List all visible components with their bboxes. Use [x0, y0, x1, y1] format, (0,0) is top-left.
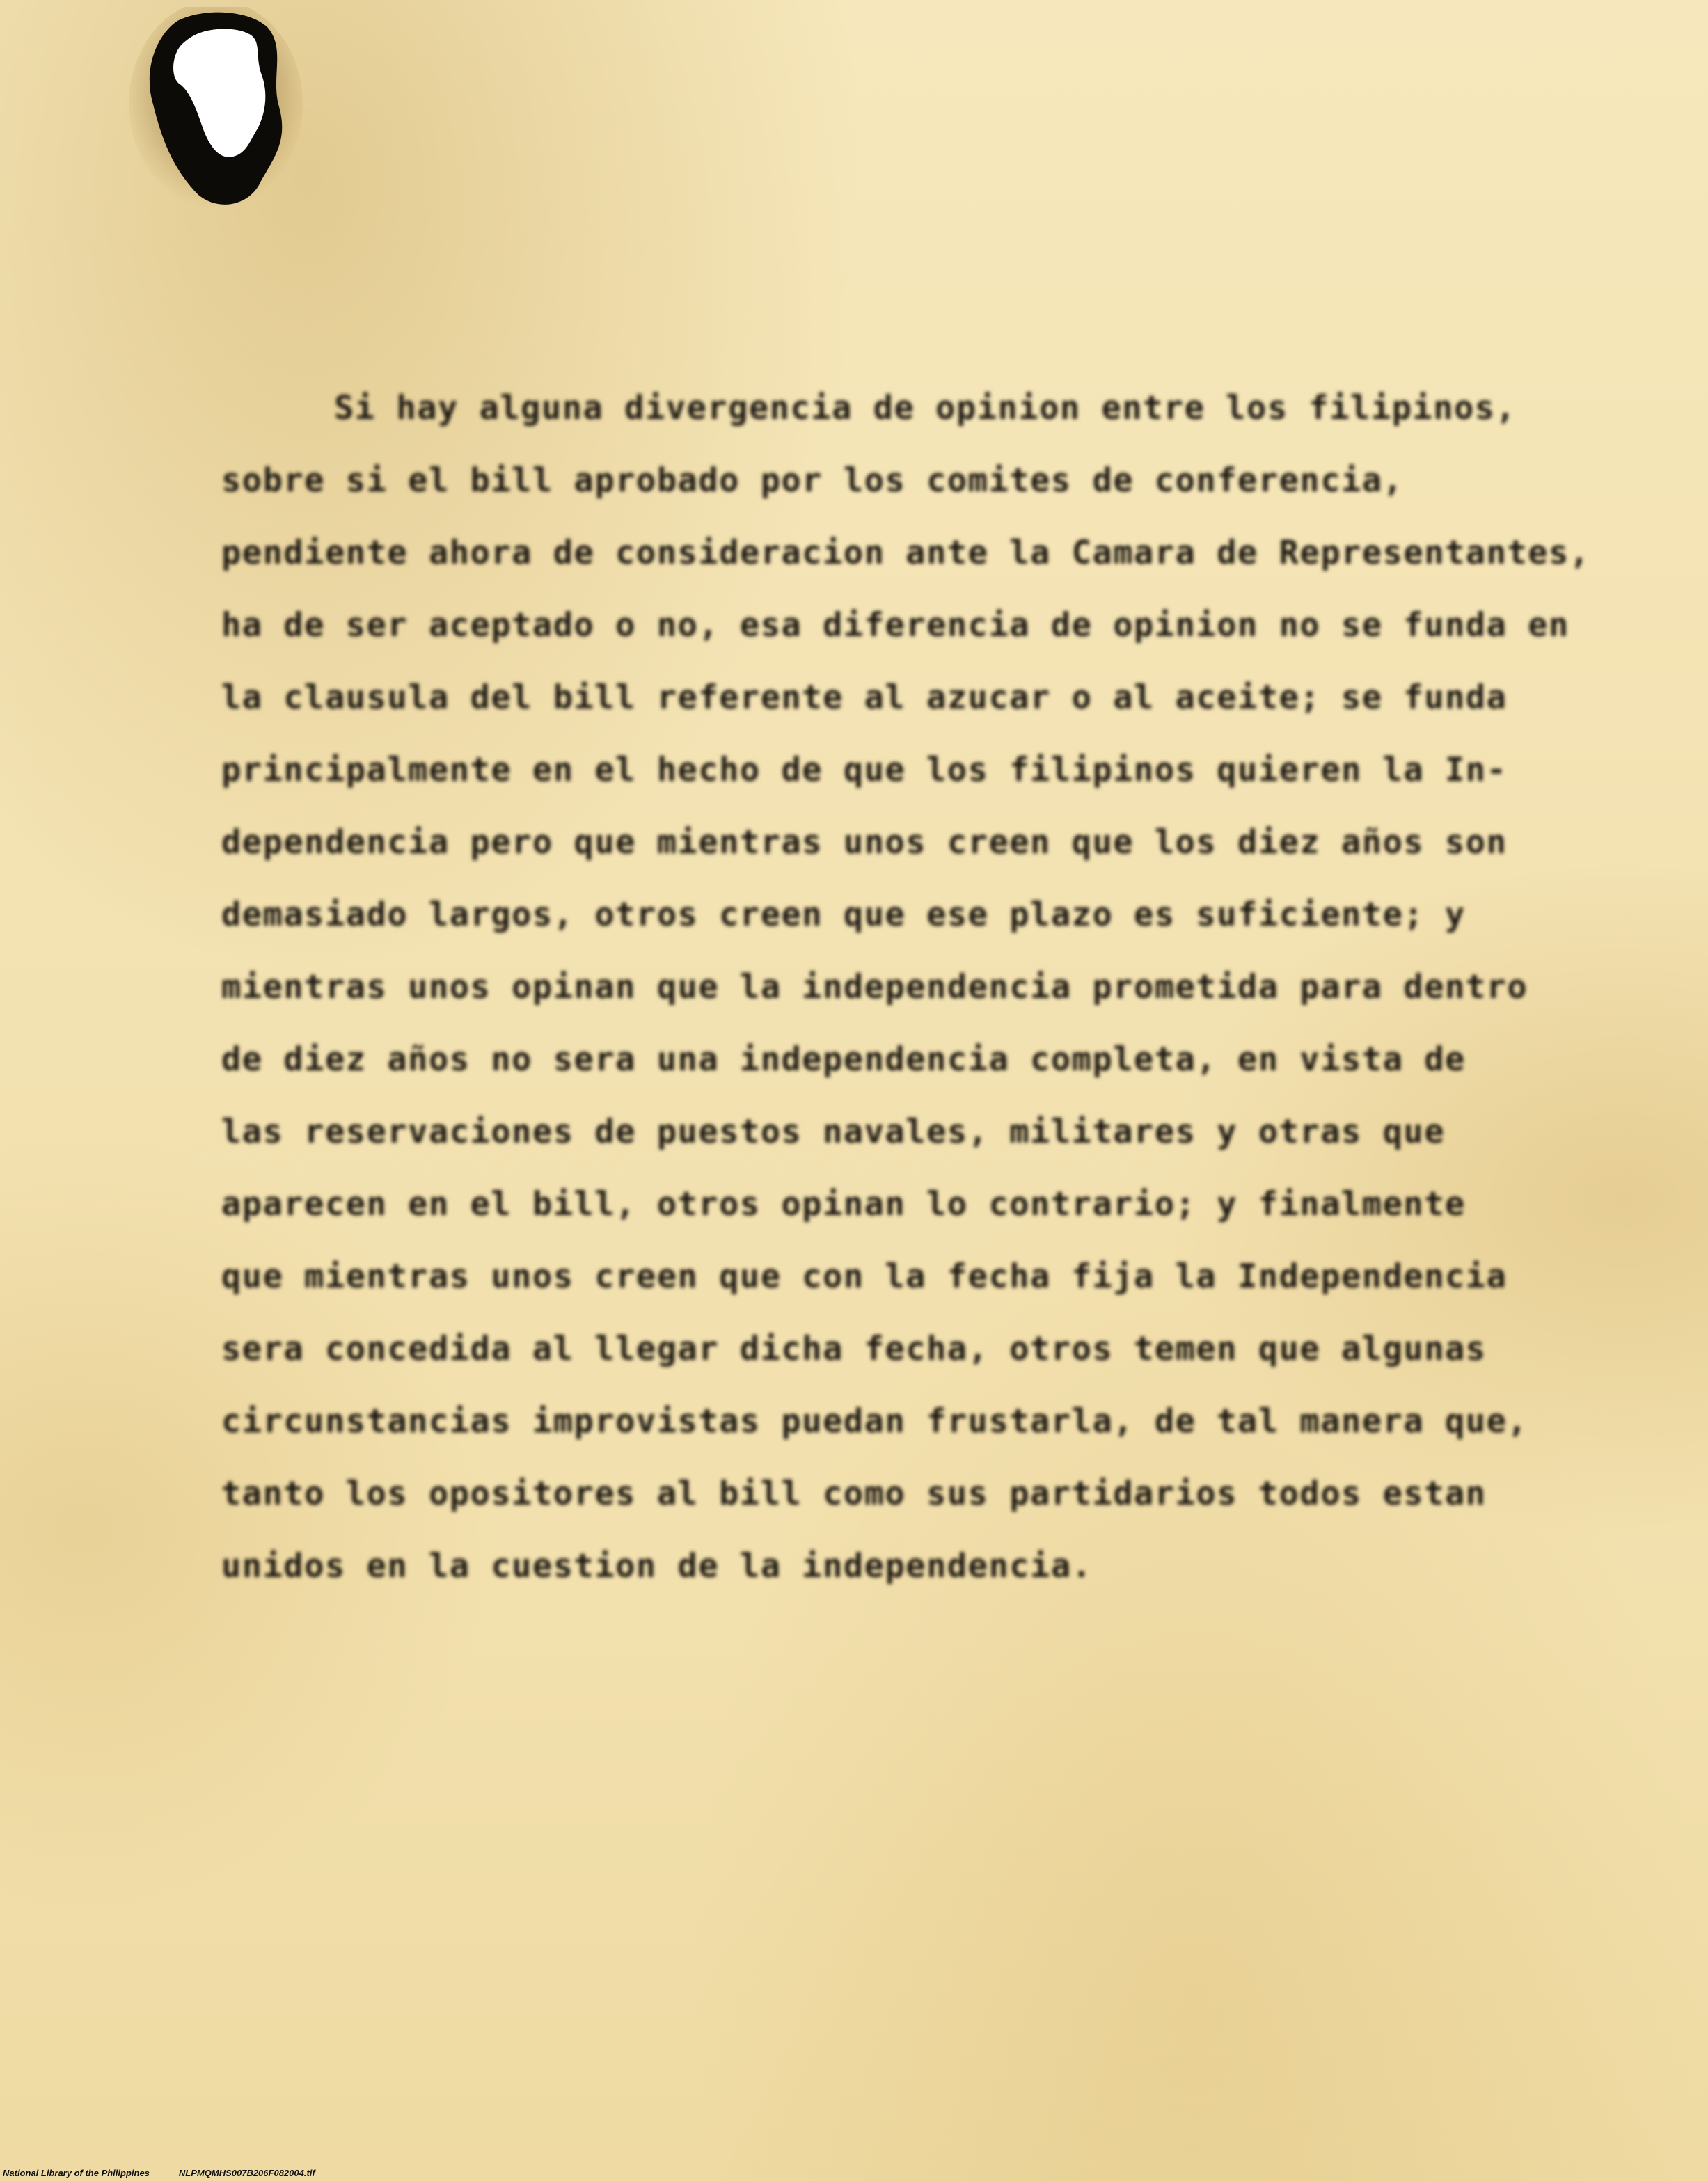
text-line: sobre si el bill aprobado por los comites de conferencia, — [221, 461, 1404, 500]
text-line: pendiente ahora de consideracion ante la Camara de Representantes, — [221, 534, 1590, 572]
text-line: la clausula del bill referente al azucar o al aceite; se funda — [221, 679, 1508, 717]
text-line: demasiado largos, otros creen que ese plazo es suficiente; y — [221, 896, 1466, 934]
letter-body — [221, 372, 1620, 1603]
text-line: las reservaciones de puestos navales, militares y otras que — [221, 1113, 1445, 1151]
text-line: circunstancias improvistas puedan frustarla, de tal manera que, — [221, 1402, 1528, 1441]
footer-institution: National Library of the Philippines — [3, 2168, 150, 2178]
text-line: unidos en la cuestion de la independencia. — [221, 1547, 1093, 1585]
text-line: dependencia pero que mientras unos creen que los diez años son — [221, 823, 1508, 862]
text-line: aparecen en el bill, otros opinan lo contrario; y finalmente — [221, 1185, 1466, 1223]
text-line: tanto los opositores al bill como sus partidarios todos estan — [221, 1475, 1487, 1513]
text-line: mientras unos opinan que la independencia prometida para dentro — [221, 968, 1528, 1006]
text-line: Si hay alguna divergencia de opinion entre los filipinos, — [334, 389, 1517, 427]
text-line: principalmente en el hecho de que los filipinos quieren la In- — [221, 751, 1508, 789]
footer-filename: NLPMQMHS007B206F082004.tif — [178, 2168, 315, 2178]
text-line: que mientras unos creen que con la fecha fija la Independencia — [221, 1258, 1508, 1296]
text-line: de diez años no sera una independencia completa, en vista de — [221, 1040, 1466, 1079]
burn-hole — [129, 7, 303, 216]
archive-footer — [3, 2168, 315, 2178]
text-line: sera concedida al llegar dicha fecha, otros temen que algunas — [221, 1330, 1487, 1368]
text-line: ha de ser aceptado o no, esa diferencia de opinion no se funda en — [221, 606, 1569, 644]
